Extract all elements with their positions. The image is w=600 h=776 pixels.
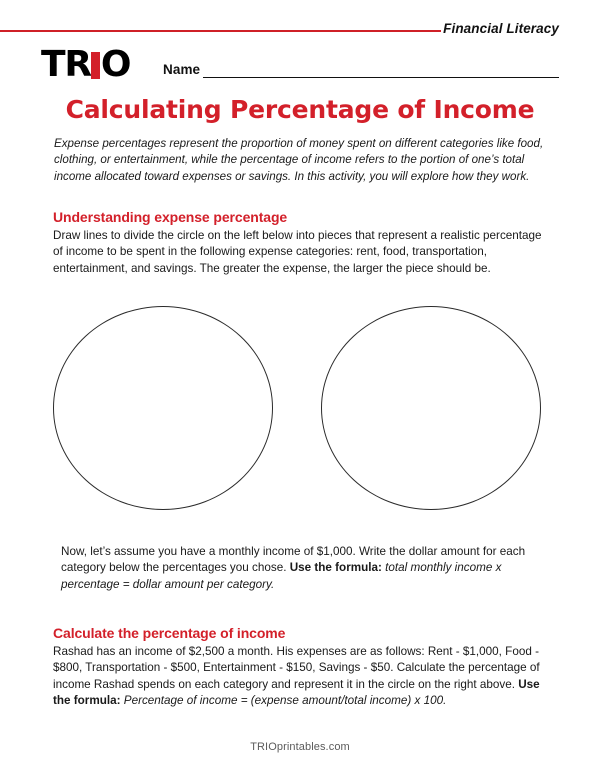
header-red-rule	[0, 30, 441, 32]
subject-label: Financial Literacy	[443, 21, 559, 36]
name-label: Name	[163, 62, 201, 77]
page-title: Calculating Percentage of Income	[65, 95, 535, 124]
logo-accent-bar-icon	[91, 52, 100, 79]
middle-instruction-formula: total monthly income x percentage = dollar amount per category.	[61, 561, 502, 591]
middle-instruction-text: Now, let’s assume you have a monthly income of $1,000. Write the dollar amount for each category below the percentages you chose.	[61, 545, 526, 575]
middle-instruction-formula-label: Use the formula:	[289, 561, 382, 575]
section2-formula: Percentage of income = (expense amount/total income) x 100.	[120, 694, 447, 708]
section2-formula-label: Use the formula:	[53, 677, 540, 708]
section2-text: Rashad has an income of $2,500 a month. His expenses are as follows: Rent - $1,000, Food - $800, Transportation - $500, Entertainment - $150, Savings - $50. Calculate the percentage of income Rashad spends on each category and represent it in the circle on the right above.	[53, 645, 540, 691]
logo-suffix: O	[100, 44, 131, 85]
section-heading-calculate-the-percentage-of-income: Calculate the percentage of income	[53, 625, 286, 641]
name-input-line[interactable]	[203, 77, 559, 78]
section-heading-understanding-expense-percentage: Understanding expense percentage	[53, 209, 288, 225]
trio-logo-text	[41, 44, 131, 85]
section-body-understanding-expense-percentage: Draw lines to divide the circle on the left below into pieces that represent a realistic percentage of income to be spent in the following expense categories: rent, food, transportation, entertainment, and savings. The greater the expense, the larger the piece should be.	[53, 229, 542, 275]
income-percentage-circle[interactable]	[321, 306, 541, 510]
intro-paragraph: Expense percentages represent the proportion of money spent on different categories like food, clothing, or entertainment, while the percentage of income refers to the portion of one’s total income allocated toward expenses or savings. In this activity, you will explore how they work.	[54, 137, 544, 183]
middle-instruction-paragraph	[61, 544, 543, 593]
logo-prefix: TR	[41, 44, 91, 85]
footer-url[interactable]: TRIOprintables.com	[250, 741, 350, 753]
trio-logo	[41, 46, 130, 84]
section-body-calculate-the-percentage-of-income	[53, 644, 545, 710]
expense-percentage-circle[interactable]	[53, 306, 273, 510]
